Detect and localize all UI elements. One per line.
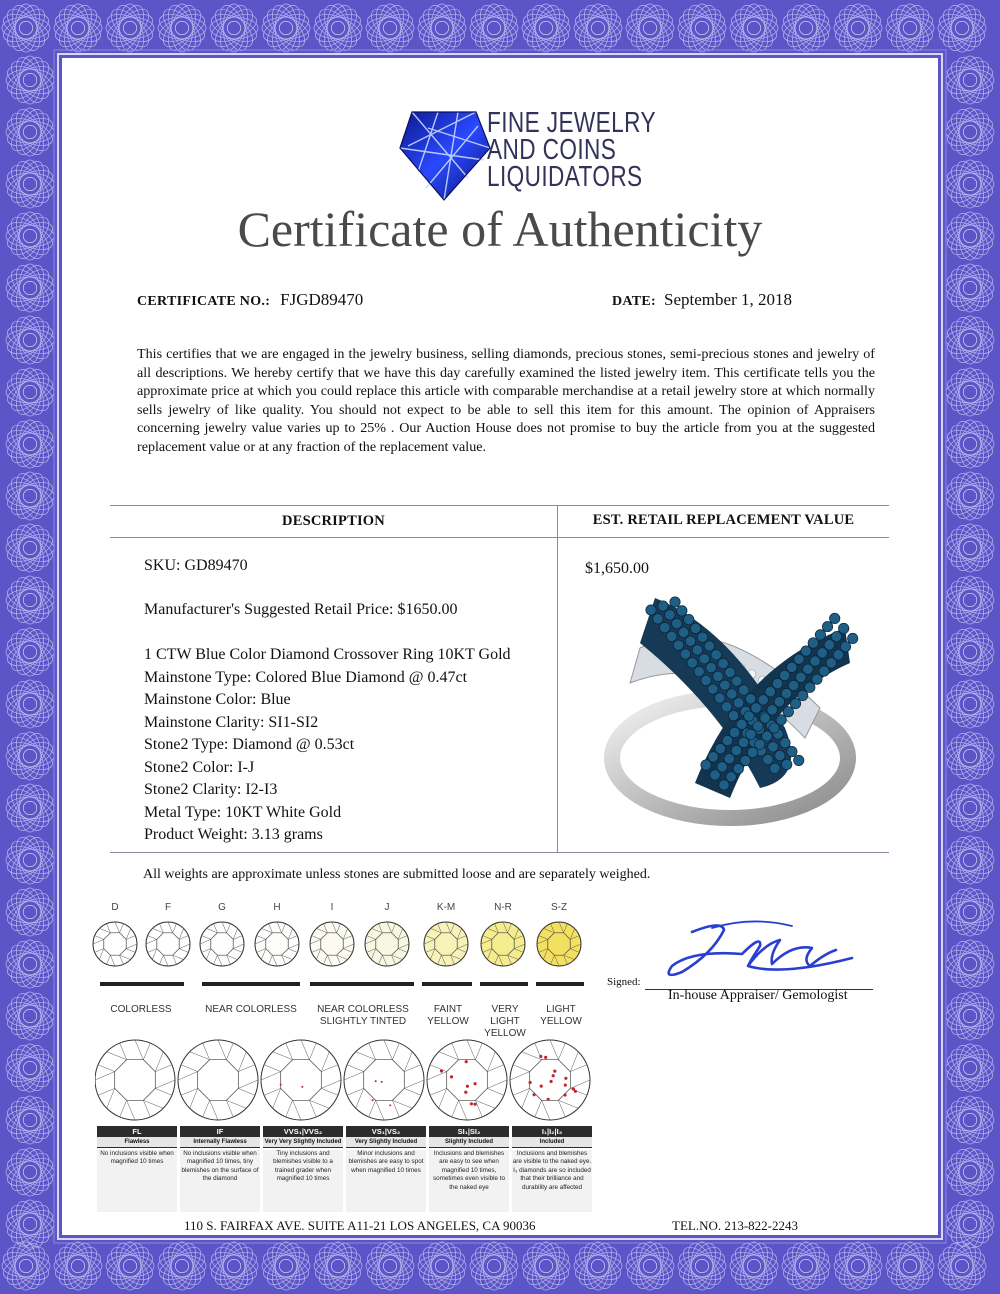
color-group-label: FAINT YELLOW	[427, 1004, 469, 1027]
clarity-code: SI₁|SI₂	[457, 1127, 481, 1136]
msrp: Manufacturer's Suggested Retail Price: $1650.00	[144, 601, 458, 618]
color-group-bar	[100, 982, 184, 986]
weights-note: All weights are approximate unless stones are submitted loose and are separately weighed.	[143, 867, 651, 882]
inclusion-mark	[450, 1075, 453, 1078]
inclusion-mark	[474, 1082, 477, 1085]
certificate-number-label: CERTIFICATE NO.:	[137, 294, 271, 309]
company-logo-text: FINE JEWELRY AND COINS LIQUIDATORS	[487, 107, 656, 193]
certification-statement: This certifies that we are engaged in the jewelry business, selling diamonds, precious stones, semi-precious stones and jewelry of all descriptions. We hereby certify that we have this day carefully examined the listed jewelry item. This certificate tells you the approximate price at which you could replace this article with comparable merchandise at a retail jewelry store at which normally sells jewelry of like quality. You should not expect to be able to sell this item for this amount. The opinion of Appraisers concerning jewelry value varies up to 25% . Our Auction House does not promise to buy the article from you at the suggested replacement value or at any fraction of the replacement value.	[137, 346, 875, 455]
clarity-name: Internally Flawless	[180, 1137, 260, 1147]
appraiser-title: In-house Appraiser/ Gemologist	[668, 988, 848, 1003]
inclusion-mark	[544, 1056, 547, 1059]
color-group-label: NEAR COLORLESS	[205, 1004, 297, 1015]
table-bottom-rule	[110, 852, 889, 853]
color-grade-letter: N-R	[494, 902, 512, 913]
signed-label: Signed:	[607, 976, 641, 988]
clarity-name: Included	[512, 1137, 592, 1147]
color-grade-diamond	[481, 922, 525, 966]
color-grade-letter: I	[330, 902, 334, 913]
date-row	[612, 290, 792, 310]
clarity-description: No inclusions visible when magnified 10 times, tiny blemishes on the surface of the diamond	[180, 1150, 260, 1212]
clarity-name: Very Slightly Included	[346, 1137, 426, 1147]
inclusion-mark	[464, 1091, 467, 1094]
inclusion-mark	[547, 1098, 550, 1101]
footer-address: 110 S. FAIRFAX AVE. SUITE A11-21 LOS ANGELES, CA 90036	[184, 1218, 536, 1233]
spec-item: Mainstone Type: Colored Blue Diamond @ 0.47ct	[144, 668, 468, 686]
clarity-grade-band	[263, 1126, 343, 1148]
spec-item: 1 CTW Blue Color Diamond Crossover Ring 10KT Gold	[144, 646, 511, 663]
clarity-grade-diamond	[95, 1040, 175, 1120]
clarity-grade-band	[512, 1126, 592, 1148]
clarity-grade-diamond	[178, 1040, 258, 1120]
inclusion-mark	[381, 1081, 383, 1083]
clarity-grade-band	[346, 1126, 426, 1148]
clarity-name: Flawless	[97, 1137, 177, 1147]
diamond-gem-logo-icon	[398, 108, 492, 202]
color-grade-diamond	[146, 922, 190, 966]
inclusion-mark	[470, 1102, 473, 1105]
table-top-rule	[110, 505, 889, 506]
inclusion-mark	[466, 1085, 469, 1088]
color-group-label: COLORLESS	[110, 1004, 172, 1015]
color-grade-letter: D	[111, 902, 119, 913]
inclusion-mark	[564, 1077, 567, 1080]
color-group-bar	[536, 982, 584, 986]
color-grade-letter: F	[164, 902, 172, 913]
color-grade-letter: G	[218, 902, 226, 913]
footer-phone: TEL.NO. 213-822-2243	[672, 1218, 799, 1233]
spec-item: Metal Type: 10KT White Gold	[144, 803, 342, 821]
inclusion-mark	[572, 1087, 575, 1090]
color-grade-diamond	[424, 922, 468, 966]
table-header-rule	[110, 537, 889, 538]
inclusion-mark	[550, 1080, 553, 1083]
inclusion-mark	[389, 1104, 391, 1106]
color-group-bar	[202, 982, 300, 986]
inclusion-mark	[280, 1084, 282, 1086]
table-column-divider	[557, 505, 558, 852]
spec-item: Stone2 Color: I-J	[144, 758, 255, 776]
clarity-code: I₁|I₂|I₃	[541, 1127, 563, 1136]
inclusion-mark	[552, 1074, 555, 1077]
clarity-description: No inclusions visible when magnified 10 times	[97, 1150, 177, 1212]
clarity-name: Slightly Included	[429, 1137, 509, 1147]
certificate-date: September 1, 2018	[664, 290, 792, 309]
inclusion-mark	[375, 1080, 377, 1082]
spec-item: Mainstone Clarity: SI1-SI2	[144, 713, 319, 731]
spec-item: Mainstone Color: Blue	[144, 691, 291, 708]
value-header: EST. RETAIL REPLACEMENT VALUE	[592, 512, 855, 528]
inclusion-mark	[473, 1103, 476, 1106]
clarity-code: VS₁|VS₂	[371, 1127, 401, 1136]
clarity-grade-scale	[95, 1034, 595, 1128]
clarity-grade-diamond	[510, 1040, 590, 1120]
clarity-code: FL	[132, 1127, 142, 1136]
color-grade-diamond	[255, 922, 299, 966]
signature-image	[652, 914, 862, 984]
color-grade-diamond	[200, 922, 244, 966]
inclusion-mark	[440, 1069, 443, 1072]
color-grade-letter: H	[273, 902, 281, 913]
spec-item: Product Weight: 3.13 grams	[144, 826, 323, 843]
certificate-number-row	[137, 290, 363, 310]
clarity-code: IF	[216, 1127, 224, 1136]
color-group-label: NEAR COLORLESS SLIGHTLY TINTED	[317, 1004, 409, 1027]
inclusion-mark	[540, 1085, 543, 1088]
clarity-name: Very Very Slightly Included	[264, 1139, 342, 1145]
ring-image	[600, 588, 862, 838]
color-group-label: LIGHT YELLOW	[540, 1004, 582, 1027]
spec-item: Stone2 Clarity: I2-I3	[144, 781, 278, 798]
clarity-code: VVS₁|VVS₂	[283, 1127, 323, 1136]
clarity-description: Inclusions and blemishes are easy to see when magnified 10 times, sometimes even visible to the naked eye	[429, 1150, 509, 1212]
inclusion-mark	[564, 1084, 567, 1087]
inclusion-mark	[553, 1070, 556, 1073]
clarity-grade-band	[180, 1126, 260, 1148]
certificate-number: FJGD89470	[280, 290, 364, 309]
spec-list	[144, 644, 511, 847]
inclusion-mark	[372, 1099, 374, 1101]
clarity-grade-band	[429, 1126, 509, 1148]
color-group-bar	[480, 982, 528, 986]
inclusion-mark	[564, 1093, 567, 1096]
spec-item: Stone2 Type: Diamond @ 0.53ct	[144, 736, 355, 753]
color-grade-letter: S-Z	[550, 902, 568, 913]
clarity-grade-band	[97, 1126, 177, 1148]
color-group-label: VERY LIGHT YELLOW	[484, 1004, 526, 1039]
color-grade-diamond	[365, 922, 409, 966]
inclusion-mark	[533, 1093, 536, 1096]
description-header: DESCRIPTION	[282, 513, 385, 529]
color-grade-letter: K-M	[436, 902, 456, 913]
date-label: DATE:	[612, 294, 657, 309]
sku: SKU: GD89470	[144, 557, 248, 574]
color-group-bar	[310, 982, 414, 986]
clarity-grade-diamond	[344, 1040, 424, 1120]
clarity-description: Tiny inclusions and blemishes visible to a trained grader when magnified 10 times	[263, 1150, 343, 1212]
inclusion-mark	[539, 1055, 542, 1058]
inclusion-mark	[529, 1081, 532, 1084]
clarity-grade-diamond	[261, 1040, 341, 1120]
color-grade-diamond	[93, 922, 137, 966]
inclusion-mark	[301, 1086, 303, 1088]
certificate-title: Certificate of Authenticity	[237, 201, 763, 257]
color-grade-diamond	[537, 922, 581, 966]
color-grade-diamond	[310, 922, 354, 966]
clarity-description: Inclusions and blemishes are visible to the naked eye. I₃ diamonds are so included that their brilliance and durability are affected	[512, 1150, 592, 1212]
color-group-bar	[422, 982, 472, 986]
color-grade-letter: J	[384, 902, 390, 913]
inclusion-mark	[465, 1060, 468, 1063]
replacement-value: $1,650.00	[585, 560, 649, 577]
clarity-description: Minor inclusions and blemishes are easy to spot when magnified 10 times	[346, 1150, 426, 1212]
clarity-grade-diamond	[427, 1040, 507, 1120]
